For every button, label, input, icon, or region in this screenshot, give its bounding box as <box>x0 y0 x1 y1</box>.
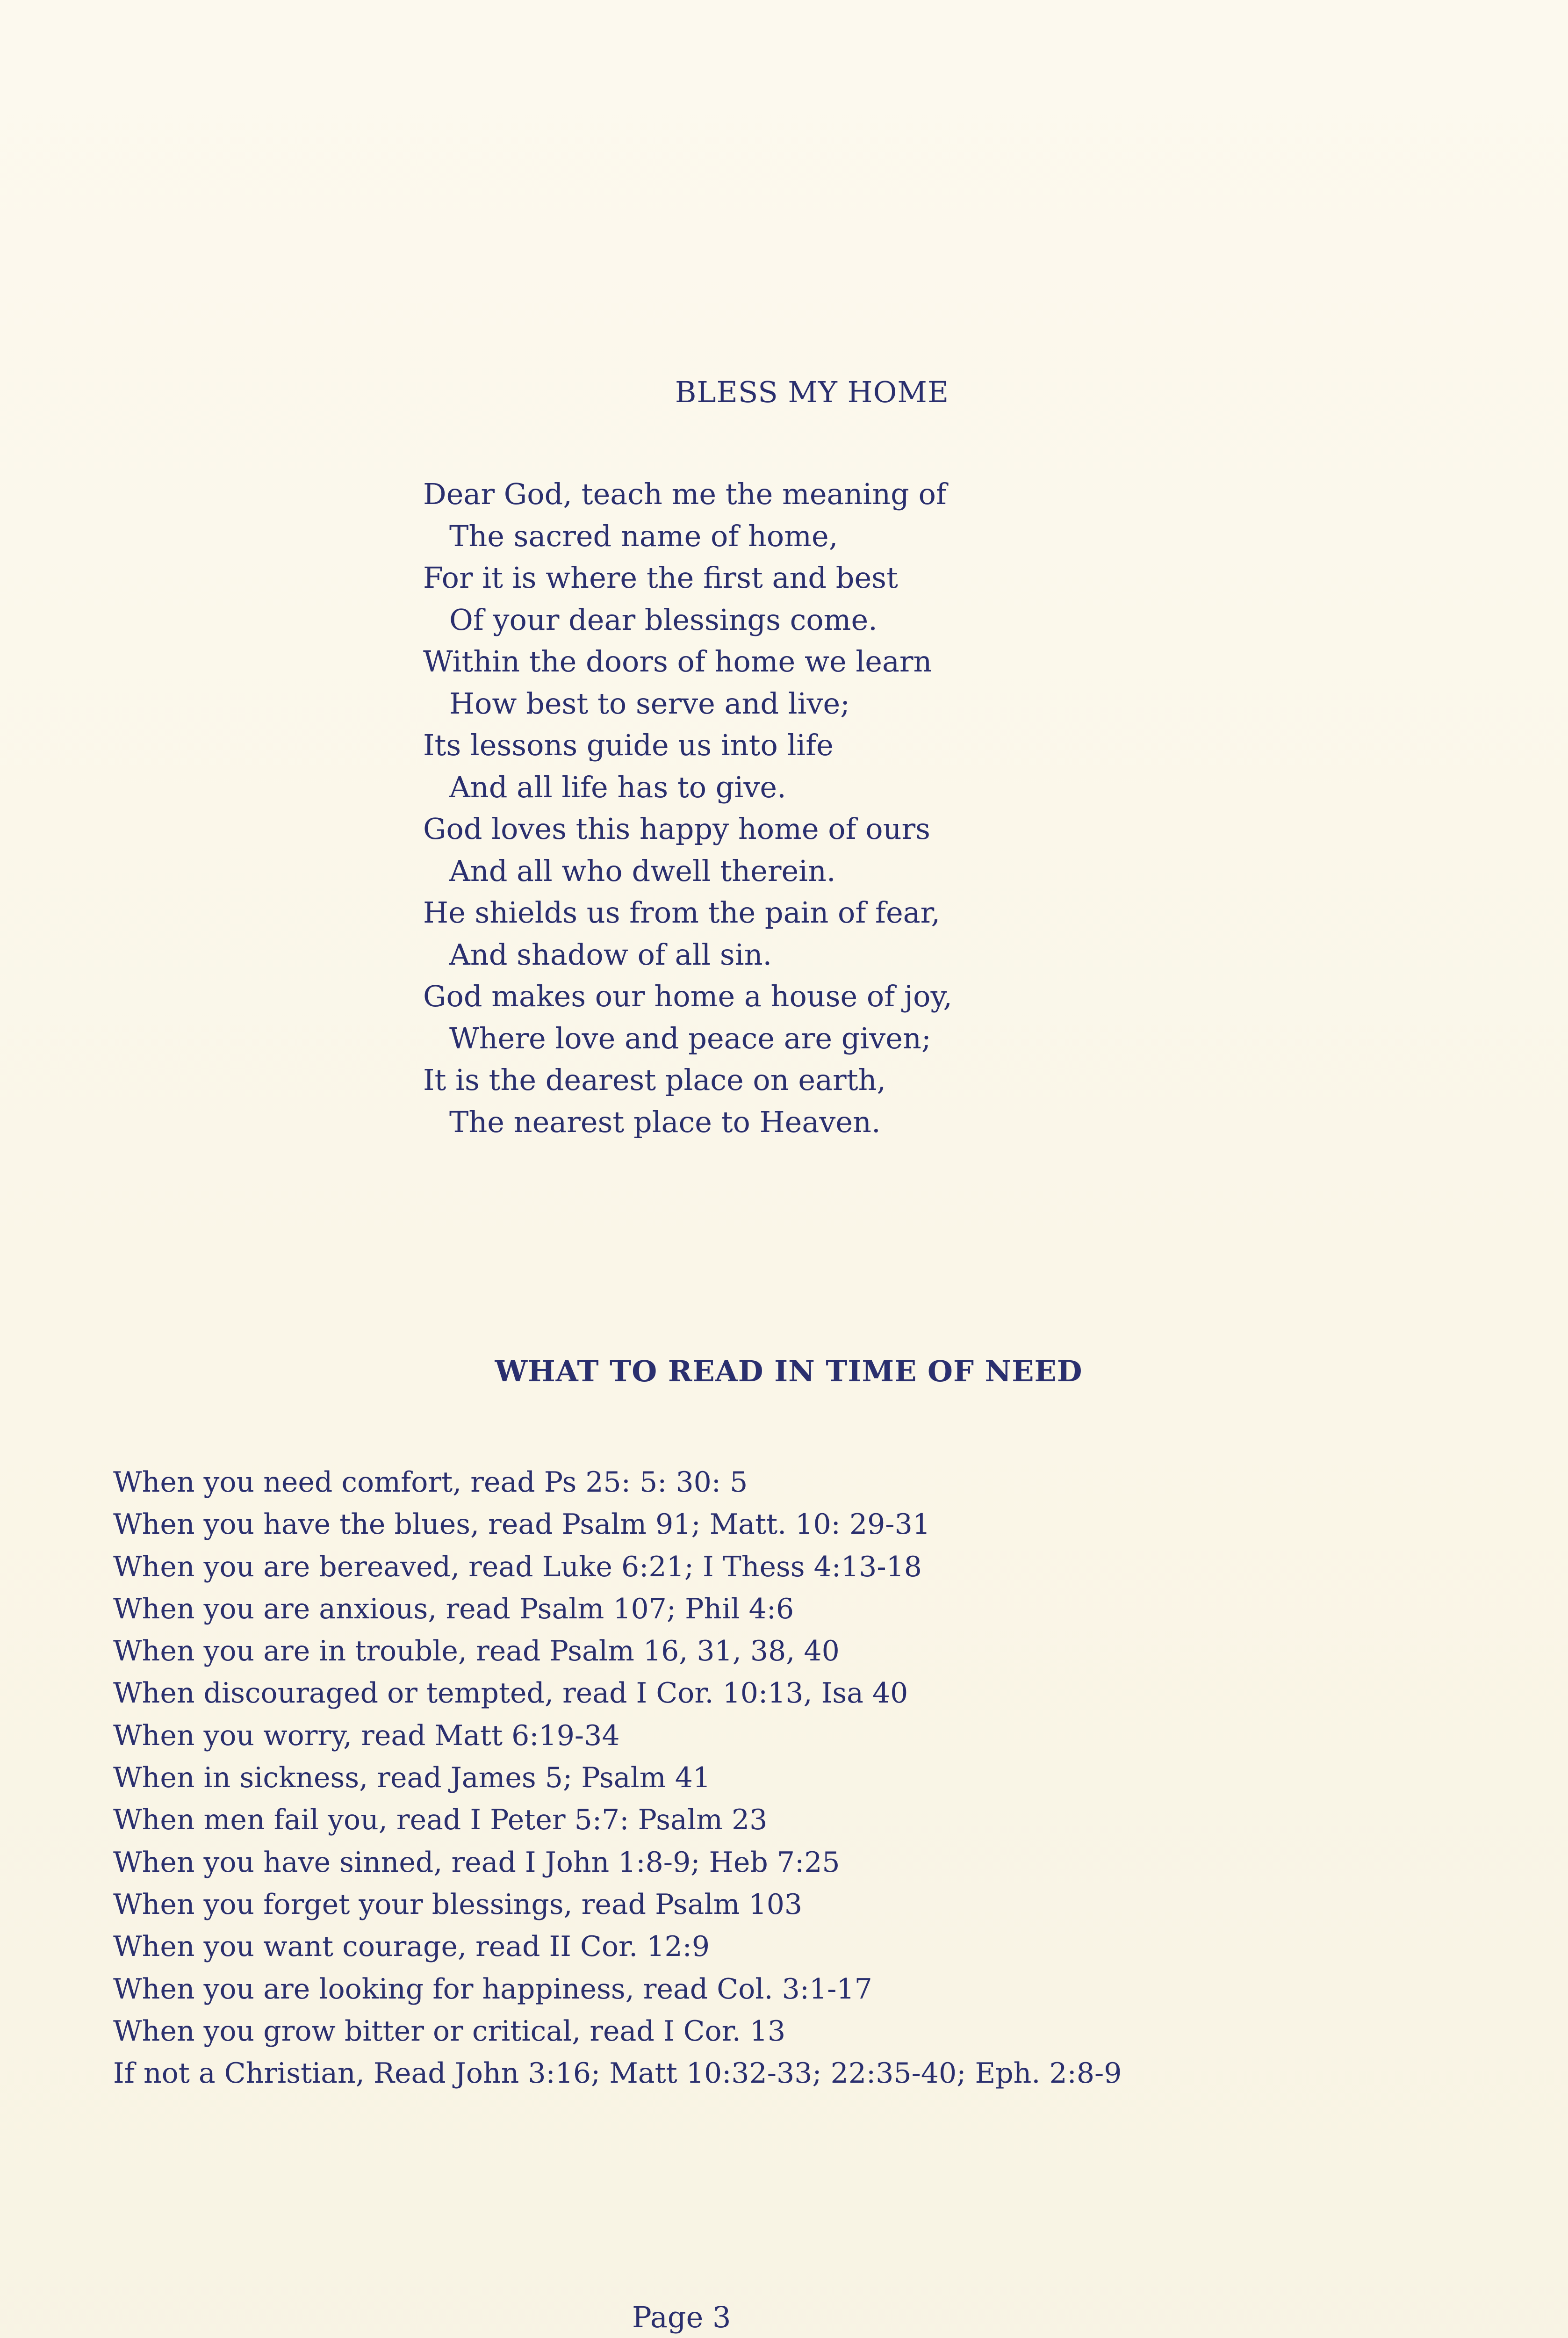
poem-line: It is the dearest place on earth, <box>423 1063 886 1097</box>
poem-line: Dear God, teach me the meaning of <box>423 477 947 511</box>
needs-title: WHAT TO READ IN TIME OF NEED <box>495 1354 1083 1388</box>
poem-line: And all life has to give. <box>449 770 786 804</box>
poem-line: Within the doors of home we learn <box>423 644 932 678</box>
poem-line: He shields us from the pain of fear, <box>423 895 941 930</box>
list-item: When you are anxious, read Psalm 107; Phil 4:6 <box>113 1592 794 1625</box>
list-item: When men fail you, read I Peter 5:7: Psalm 23 <box>113 1804 768 1837</box>
poem-line: Where love and peace are given; <box>449 1021 931 1055</box>
poem-line: For it is where the first and best <box>423 561 898 595</box>
list-item: When you need comfort, read Ps 25: 5: 30: 5 <box>113 1466 748 1499</box>
poem-line: Of your dear blessings come. <box>449 602 878 637</box>
poem-line: God makes our home a house of joy, <box>423 979 952 1013</box>
list-item: When discouraged or tempted, read I Cor. 10:13, Isa 40 <box>113 1677 908 1710</box>
poem-title: BLESS MY HOME <box>675 375 949 409</box>
poem-line: How best to serve and live; <box>449 686 850 721</box>
list-item: When in sickness, read James 5; Psalm 41 <box>113 1761 711 1795</box>
page-number: Page 3 <box>632 2300 731 2334</box>
poem-line: And all who dwell therein. <box>449 853 836 888</box>
list-item: When you are in trouble, read Psalm 16, 31, 38, 40 <box>113 1635 840 1668</box>
poem-lines <box>423 473 952 1143</box>
needs-list <box>113 1461 1122 2094</box>
poem-line: Its lessons guide us into life <box>423 728 834 762</box>
poem-line: The sacred name of home, <box>449 519 838 553</box>
list-item: If not a Christian, Read John 3:16; Matt 10:32-33; 22:35-40; Eph. 2:8-9 <box>113 2057 1122 2090</box>
list-item: When you are bereaved, read Luke 6:21; I Thess 4:13-18 <box>113 1550 922 1583</box>
poem-line: And shadow of all sin. <box>449 937 772 972</box>
list-item: When you worry, read Matt 6:19-34 <box>113 1719 620 1752</box>
poem-line: God loves this happy home of ours <box>423 812 930 846</box>
list-item: When you want courage, read II Cor. 12:9 <box>113 1930 710 1963</box>
list-item: When you have sinned, read I John 1:8-9; Heb 7:25 <box>113 1846 840 1879</box>
poem-line: The nearest place to Heaven. <box>449 1104 881 1139</box>
list-item: When you are looking for happiness, read Col. 3:1-17 <box>113 1972 872 2006</box>
list-item: When you grow bitter or critical, read I Cor. 13 <box>113 2014 786 2048</box>
list-item: When you forget your blessings, read Psalm 103 <box>113 1888 803 1921</box>
list-item: When you have the blues, read Psalm 91; Matt. 10: 29-31 <box>113 1508 930 1541</box>
